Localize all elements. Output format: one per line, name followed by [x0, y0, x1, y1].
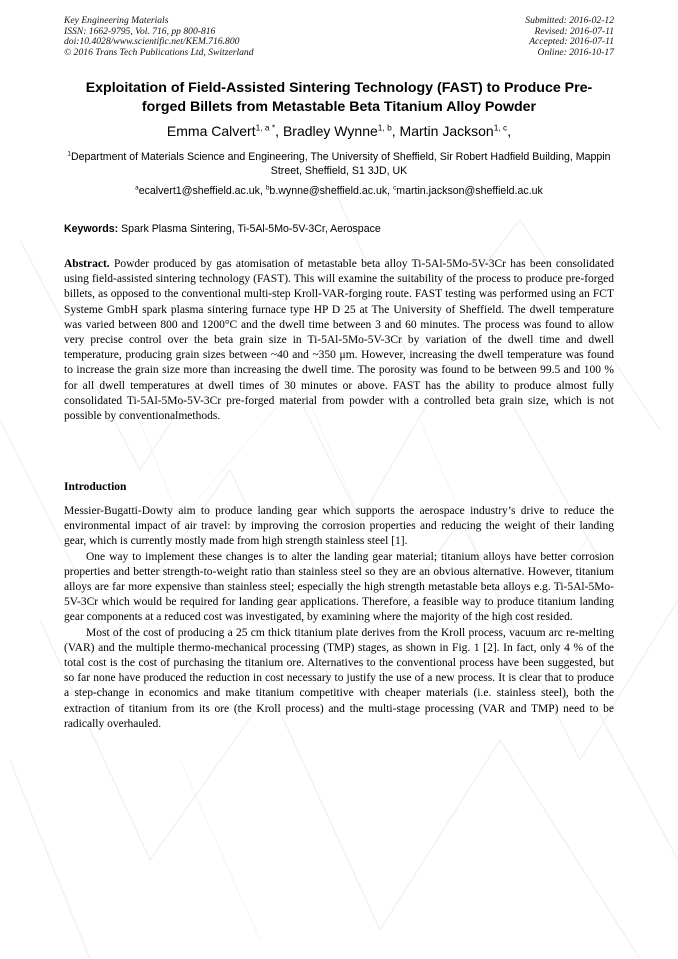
online-date: Online: 2016-10-17 — [537, 46, 614, 58]
email-marker: a — [135, 184, 139, 192]
keywords-label: Keywords: — [64, 223, 119, 235]
abstract-label: Abstract. — [64, 258, 110, 270]
author-separator: , — [391, 123, 400, 139]
publication-dates — [525, 16, 614, 58]
author-affiliation-marker: 1, a * — [255, 122, 276, 133]
section-heading-introduction: Introduction — [64, 481, 127, 493]
paper-title: Exploitation of Field-Assisted Sintering Technology (FAST) to Produce Pre-forged Billets from Metastable Beta Titanium Alloy Powder — [85, 80, 593, 115]
email-separator: , — [259, 185, 266, 197]
journal-name: Key Engineering Materials — [64, 15, 169, 26]
journal-info — [64, 16, 254, 58]
revised-date: Revised: 2016-07-11 — [534, 25, 614, 37]
introduction-body — [64, 504, 614, 732]
issn-line: ISSN: 1662-9795, Vol. 716, pp 800-816 — [64, 25, 216, 37]
affiliation-marker: 1 — [67, 150, 71, 158]
email-marker: b — [265, 184, 270, 192]
submitted-date: Submitted: 2016-02-12 — [525, 15, 614, 26]
introduction-paragraph: Most of the cost of producing a 25 cm thick titanium plate derives from the Kroll process, vacuum arc re-melting (VAR) and the multiple thermo-mechanical processing (TMP) stages, as shown in Fig. 1 [2]. In fact, only 4 % of the total cost is the cost of purchasing the titanium ore. Alternatives to the conventional process have been suggested, but so far none have produced the reduction in cost necessary to justify the use of a new process. It is clear that to produce a step-change in economics and make titanium competitive with cheaper materials (i.e. stainless steel), both the extraction of titanium from its ore (the Kroll process) and the multi-stage processing (VAR and TMP) need to be radically overhauled. — [64, 626, 614, 730]
author-name: Emma Calvert — [166, 123, 256, 139]
doi-line: doi:10.4028/www.scientific.net/KEM.716.800 — [64, 36, 240, 48]
email-address[interactable]: martin.jackson@sheffield.ac.uk — [396, 185, 543, 197]
email-address[interactable]: b.wynne@sheffield.ac.uk — [269, 185, 388, 197]
author-name: Bradley Wynne — [282, 123, 378, 139]
email-separator: , — [387, 185, 394, 197]
email-address[interactable]: ecalvert1@sheffield.ac.uk — [138, 185, 260, 197]
author-affiliation-marker: 1, b — [377, 122, 392, 133]
keywords — [64, 222, 614, 236]
author-list — [64, 122, 614, 140]
author-affiliation-marker: 1, c — [493, 122, 508, 133]
author-name: Martin Jackson — [399, 123, 494, 139]
author-emails — [64, 184, 614, 198]
introduction-paragraph: One way to implement these changes is to alter the landing gear material; titanium alloys have better corrosion properties and better strength-to-weight ratio than stainless steel so they are an obvious alternative. However, titanium alloys are far more expensive than stainless steel; especially the high strength metastable beta alloys e.g. Ti-5Al-5Mo-5V-3Cr which would be required for landing gear applications. Therefore, a feasible way to produce titanium landing gear components at a reduced cost was investigated, by examining where the majority of the high cost resided. — [64, 550, 614, 624]
accepted-date: Accepted: 2016-07-11 — [529, 36, 614, 48]
keywords-text: Spark Plasma Sintering, Ti-5Al-5Mo-5V-3Cr, Aerospace — [118, 223, 381, 235]
author-separator: , — [507, 123, 512, 139]
author-separator: , — [275, 123, 283, 139]
copyright-line: © 2016 Trans Tech Publications Ltd, Switzerland — [64, 46, 254, 58]
abstract-text: Powder produced by gas atomisation of metastable beta alloy Ti-5Al-5Mo-5V-3Cr has been consolidated using field-assisted sintering technology (FAST). This will examine the suitability of the process to produce pre-forged billets, as opposed to the conventional multi-step Kroll-VAR-forging route. FAST testing was performed using an FCT Systeme GmbH spark plasma sintering furnace type HP D 25 at The University of Sheffield. The dwell temperature was varied between 800 and 1200°C and the dwell time between 3 and 60 minutes. The process was found to allow very precise control over the beta grain size in Ti-5Al-5Mo-5V-3Cr by variation of the dwell time and dwell temperature, producing grain sizes between ~40 and ~350 μm. However, increasing the dwell temperature was found to increase the grain size more than increasing the dwell time. The porosity was found to be between 99.5 and 100 % for all dwell temperatures at dwell times of 30 minutes or above. FAST has the ability to produce almost fully consolidated Ti-5Al-5Mo-5V-3Cr pre-forged material from powder with a controlled beta grain size, which is not possible by conventionalmethods. — [64, 258, 614, 423]
introduction-paragraph: Messier-Bugatti-Dowty aim to produce landing gear which supports the aerospace industry’s drive to reduce the environmental impact of air travel: by improving the corrosion properties and reducing the weight of their landing gear, which is currently mostly made from high strength stainless steel [1]. — [64, 505, 614, 548]
abstract — [64, 257, 614, 424]
affiliation-text: Department of Materials Science and Engineering, The University of Sheffield, Sir Robert Hadfield Building, Mappin Street, Sheffield, S1 3JD, UK — [70, 151, 611, 177]
email-marker: c — [393, 184, 397, 192]
affiliation — [64, 150, 614, 178]
